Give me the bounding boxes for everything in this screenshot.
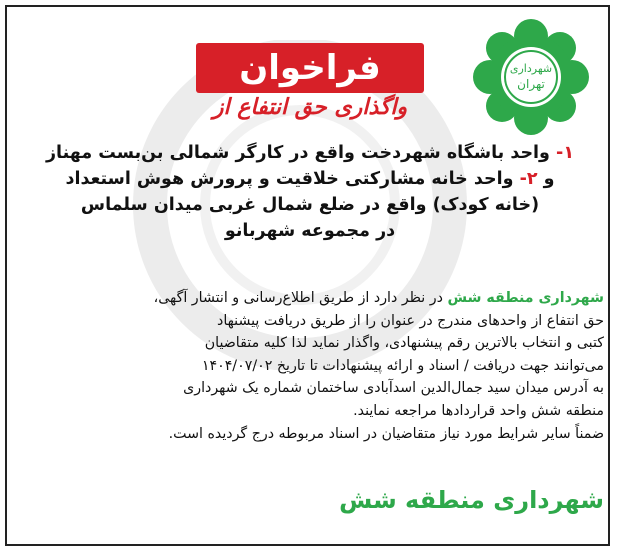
logo-text-2: تهران <box>517 77 545 91</box>
notice-body <box>16 287 604 445</box>
body-line-1-text: در نظر دارد از طریق اطلاع‌رسانی و انتشار آگهی، <box>153 290 443 306</box>
body-line-2: حق انتفاع از واحدهای مندرج در عنوان را از طریق دریافت پیشنهاد <box>217 312 604 329</box>
body-line-5: به آدرس میدان سید جمال‌الدین اسدآبادی ساختمان شماره یک شهرداری <box>183 380 604 397</box>
item-1-text: واحد باشگاه شهردخت واقع در کارگر شمالی بن‌بست مهناز <box>45 143 550 163</box>
body-line-4: می‌توانند جهت دریافت / اسناد و ارائه پیشنهادات تا تاریخ ۱۴۰۴/۰۷/۰۲ <box>201 357 604 374</box>
notice-title: فراخوان <box>239 48 381 88</box>
body-organization: شهرداری منطقه شش <box>447 290 604 306</box>
item-1-number: ۱- <box>556 143 574 163</box>
signature: شهرداری منطقه شش <box>339 486 604 514</box>
body-line-3: کتبی و انتخاب بالاترین رقم پیشنهادی، واگذار نماید لذا کلیه متقاضیان <box>204 335 604 352</box>
body-line-7: ضمناً سایر شرایط مورد نیاز متقاضیان در اسناد مربوطه درج گردیده است. <box>168 425 604 442</box>
item-2-line <box>16 166 604 192</box>
logo-text-1: شهرداری <box>509 62 553 75</box>
body-line-1 <box>16 287 604 310</box>
item-2-number: ۲- <box>519 169 538 189</box>
tehran-municipality-logo <box>468 14 594 140</box>
notice-subtitle: واگذاری حق انتفاع از <box>212 95 408 120</box>
body-line-6: منطقه شش واحد قراردادها مراجعه نمایند. <box>353 402 604 419</box>
item-1-line <box>16 140 604 166</box>
item-2-line-3: در مجموعه شهربانو <box>224 221 396 241</box>
item-2-text: واحد خانه مشارکتی خلاقیت و پرورش هوش استعداد <box>65 169 514 189</box>
item-2-line-2: (خانه کودک) واقع در ضلع شمال غربی میدان سلماس <box>80 195 540 215</box>
item-2-prefix: و <box>543 169 555 189</box>
title-banner <box>196 43 424 93</box>
notice-items <box>16 140 604 244</box>
